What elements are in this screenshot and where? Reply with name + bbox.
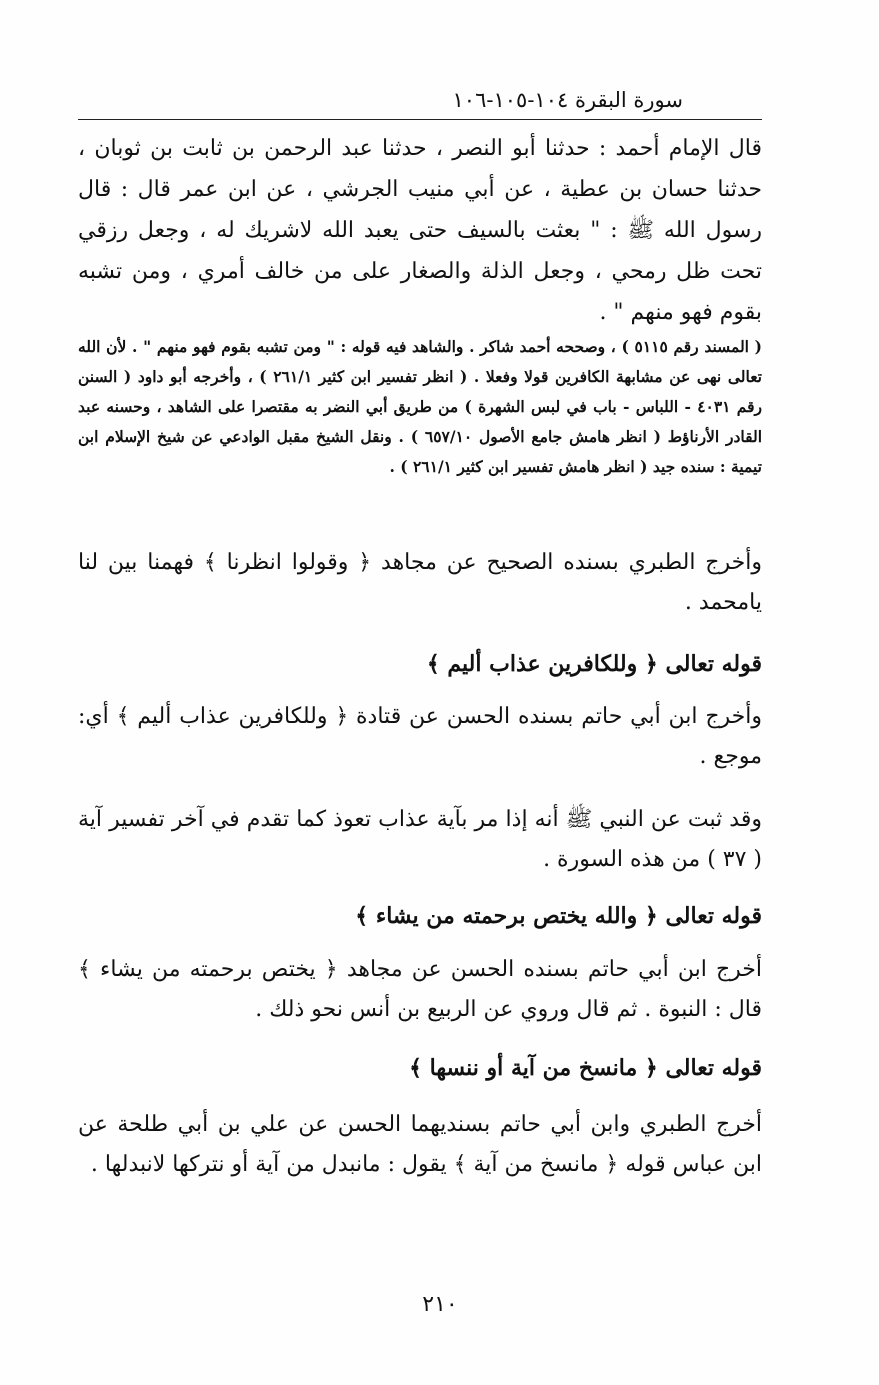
header-divider xyxy=(78,119,762,120)
paragraph-nubuwwa: أخرج ابن أبي حاتم بسنده الحسن عن مجاهد ﴿ يختص برحمته من يشاء ﴾ قال : النبوة . ثم قال وروي عن الربيع بن أنس نحو ذلك . xyxy=(78,957,762,1022)
paragraph-mujahid: وأخرج الطبري بسنده الصحيح عن مجاهد ﴿ وقولوا انظرنا ﴾ فهمنا بين لنا يامحمد . xyxy=(78,550,762,615)
page-number: ٢١٠ xyxy=(422,1292,458,1317)
paragraph-qatada: وأخرج ابن أبي حاتم بسنده الحسن عن قتادة ﴿ وللكافرين عذاب أليم ﴾ أي: موجع . xyxy=(78,704,762,769)
paragraph-prophet: وقد ثبت عن النبي ﷺ أنه إذا مر بآية عذاب تعوذ كما تقدم في آخر تفسير آية ( ٣٧ ) من هذه السورة . xyxy=(78,807,762,872)
paragraph-ibn-abbas: أخرج الطبري وابن أبي حاتم بسنديهما الحسن عن علي بن أبي طلحة عن ابن عباس قوله ﴿ مانسخ من آية ﴾ يقول : مانبدل من آية أو نتركها لانبدلها . xyxy=(78,1112,762,1177)
section-heading-naskh: قوله تعالى ﴿ مانسخ من آية أو ننسها ﴾ xyxy=(409,1055,762,1081)
section-heading-kafirin: قوله تعالى ﴿ وللكافرين عذاب أليم ﴾ xyxy=(426,651,762,677)
footnote-takhrij: ( المسند رقم ٥١١٥ ) ، وصححه أحمد شاكر . والشاهد فيه قوله : " ومن تشبه بقوم فهو منهم " . لأن الله تعالى نهى عن مشابهة الكافرين قولا وفعلا . ( انظر تفسير ابن كثير ٢٦١/١ ) ، وأخرجه أبو داود ( السنن رقم ٤٠٣١ - اللباس - باب في لبس الشهرة ) من طريق أبي النضر به مقتصرا على الشاهد ، وحسنه عبد القادر الأرناؤط ( انظر هامش جامع الأصول ٦٥٧/١٠ ) . ونقل الشيخ مقبل الوادعي عن شيخ الإسلام ابن تيمية : سنده جيد ( انظر هامش تفسير ابن كثير ٢٦١/١ ) . xyxy=(78,337,762,476)
section-heading-yakhtas: قوله تعالى ﴿ والله يختص برحمته من يشاء ﴾ xyxy=(355,903,762,929)
paragraph-hadith: قال الإمام أحمد : حدثنا أبو النصر ، حدثنا عبد الرحمن بن ثابت بن ثوبان ، حدثنا حسان بن عطية ، عن أبي منيب الجرشي ، عن ابن عمر قال : قال رسول الله ﷺ : " بعثت بالسيف حتى يعبد الله لاشريك له ، وجعل رزقي تحت ظل رمحي ، وجعل الذلة والصغار على من خالف أمري ، ومن تشبه بقوم فهو منهم " . xyxy=(78,136,762,325)
running-header: سورة البقرة ١٠٤-١٠٥-١٠٦ xyxy=(452,88,683,112)
